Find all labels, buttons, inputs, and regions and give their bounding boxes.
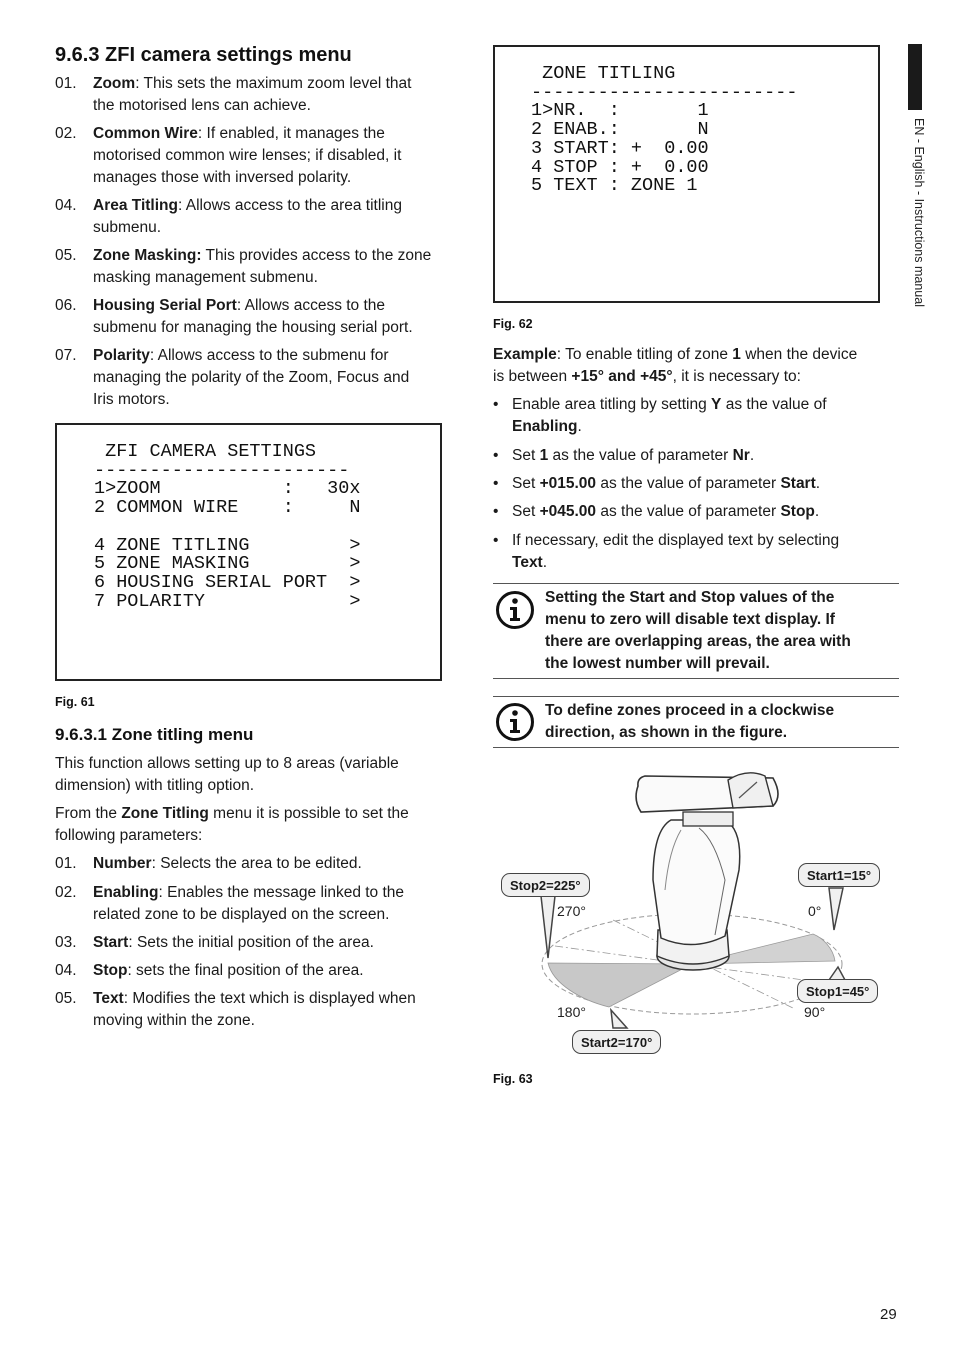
item-text: : If enabled, it manages the — [197, 125, 385, 142]
bullet-text: . — [814, 503, 820, 520]
bullet-bold: Nr — [732, 447, 750, 464]
paragraph-bold: Zone Titling — [121, 805, 209, 822]
paragraph — [55, 803, 465, 847]
item-term: Housing Serial Port — [93, 297, 237, 314]
item-text-line: Iris motors. — [93, 391, 170, 408]
bullet-dot: • — [493, 503, 499, 520]
paragraph-text: : To enable titling of zone — [556, 346, 733, 363]
bullet-bold: +045.00 — [539, 503, 597, 520]
osd-row: 1>NR. : 1 — [531, 100, 709, 122]
item-text: : Allows access to the — [236, 297, 386, 314]
bullet-text: . — [577, 418, 582, 435]
paragraph-text: when the device — [740, 346, 858, 363]
item-term: Enabling — [93, 884, 159, 901]
paragraph — [55, 753, 465, 797]
osd-rule: ------------------------ — [531, 81, 798, 103]
bullet-text: Set — [512, 475, 540, 492]
label-0: 0° — [808, 903, 822, 919]
note-line: there are overlapping areas, the area with — [545, 633, 851, 650]
item-number: 07. — [55, 347, 77, 364]
osd-row — [94, 518, 360, 537]
example-paragraph — [493, 344, 903, 388]
paragraph-bold: +15° and +45° — [571, 368, 673, 385]
paragraph-line: This function allows setting up to 8 areas (variable — [55, 755, 399, 772]
osd-camera-settings-screen — [55, 423, 442, 681]
item-term: Start — [93, 934, 129, 951]
osd-rule: ----------------------- — [94, 459, 350, 481]
bullet-dot: • — [493, 532, 499, 549]
bullet-text: If necessary, edit the displayed text by selecting — [512, 532, 840, 549]
page-number: 29 — [880, 1306, 897, 1323]
bullet-bold: Text — [512, 554, 543, 571]
section-heading: 9.6.3 ZFI camera settings menu — [55, 44, 352, 66]
paragraph-text: From the — [55, 805, 122, 822]
figure-caption: Fig. 61 — [55, 695, 95, 709]
start1-callout: Start1=15° — [798, 863, 880, 887]
osd-zone-titling-screen — [493, 45, 880, 303]
item-term: Common Wire — [93, 125, 198, 142]
subsection-heading: 9.6.3.1 Zone titling menu — [55, 725, 254, 744]
note-line: To define zones proceed in a clockwise — [545, 702, 835, 719]
item-term: Number — [93, 855, 152, 872]
item-term: Area Titling — [93, 197, 178, 214]
osd-row: 5 TEXT : ZONE 1 — [531, 175, 698, 197]
item-text-line: related zone to be displayed on the screen. — [93, 906, 390, 923]
item-term: Polarity — [93, 347, 150, 364]
item-text-line: managing the polarity of the Zoom, Focus and — [93, 369, 410, 386]
paragraph-text: , it is necessary to: — [672, 368, 801, 385]
item-text: : Enables the message linked to the — [158, 884, 405, 901]
item-text: : This sets the maximum zoom level that — [135, 75, 412, 92]
item-text-line: motorised common wire lenses; if disabled, it — [93, 147, 402, 164]
figure-caption: Fig. 63 — [493, 1072, 533, 1086]
item-text: This provides access to the zone — [201, 247, 432, 264]
label-90: 90° — [804, 1004, 826, 1020]
item-term: Zone Masking: — [93, 247, 202, 264]
zone-diagram — [493, 760, 903, 1060]
bullet-text: as the value of — [721, 396, 827, 413]
bullet-text: Set — [512, 503, 540, 520]
bullet-text: . — [542, 554, 548, 571]
info-note — [493, 583, 899, 679]
stop1-callout: Stop1=45° — [797, 979, 878, 1003]
info-icon — [495, 590, 535, 630]
osd-row: 3 START: + 0.00 — [531, 137, 709, 159]
bullet-text: . — [815, 475, 821, 492]
item-text: : Selects the area to be edited. — [151, 855, 362, 872]
item-text-line: submenu for managing the housing serial port. — [93, 319, 413, 336]
item-text: : Modifies the text which is displayed when — [123, 990, 416, 1007]
paragraph-line: following parameters: — [55, 827, 203, 844]
osd-row: 4 ZONE TITLING > — [94, 534, 361, 556]
item-number: 02. — [55, 125, 77, 142]
item-number: 04. — [55, 962, 77, 979]
example-label: Example — [493, 346, 557, 363]
item-number: 04. — [55, 197, 77, 214]
item-term: Stop — [93, 962, 128, 979]
osd-row: 1>ZOOM : 30x — [94, 478, 361, 500]
item-text: : sets the final position of the area. — [127, 962, 364, 979]
osd-row: 2 ENAB.: N — [531, 119, 709, 141]
note-line: menu to zero will disable text display. If — [545, 611, 835, 628]
bullet-text: . — [749, 447, 755, 464]
osd-row: 2 COMMON WIRE : N — [94, 497, 361, 519]
bullet-text: as the value of parameter — [596, 503, 781, 520]
bullet-dot: • — [493, 447, 499, 464]
item-term: Zoom — [93, 75, 136, 92]
bullet-bold: Enabling — [512, 418, 578, 435]
info-icon — [495, 702, 535, 742]
item-number: 01. — [55, 855, 77, 872]
zone-diagram-drawing — [493, 760, 903, 1060]
bullet-text: Set — [512, 447, 540, 464]
item-text-line: submenu. — [93, 219, 162, 236]
item-number: 05. — [55, 247, 77, 264]
item-number: 01. — [55, 75, 77, 92]
item-number: 05. — [55, 990, 77, 1007]
item-number: 02. — [55, 884, 77, 901]
item-text-line: manages those with inversed polarity. — [93, 169, 352, 186]
start2-callout: Start2=170° — [572, 1030, 661, 1054]
paragraph-text: menu it is possible to set the — [208, 805, 409, 822]
bullet-bold: Stop — [780, 503, 815, 520]
bullet-dot: • — [493, 396, 499, 413]
bullet-bold: 1 — [539, 447, 549, 464]
item-text: : Allows access to the submenu for — [149, 347, 389, 364]
osd-row: 5 ZONE MASKING > — [94, 553, 361, 575]
paragraph-text: is between — [493, 368, 572, 385]
figure-caption: Fig. 62 — [493, 317, 533, 331]
bullet-text: as the value of parameter — [548, 447, 733, 464]
osd-title: ZONE TITLING — [531, 63, 676, 84]
item-text-line: the motorised lens can achieve. — [93, 97, 311, 114]
paragraph-bold: 1 — [732, 346, 741, 363]
label-270: 270° — [557, 903, 586, 919]
side-label: EN - English - Instructions manual — [912, 118, 926, 307]
stop2-callout: Stop2=225° — [501, 873, 590, 897]
note-line: Setting the Start and Stop values of the — [545, 589, 835, 606]
bullet-dot: • — [493, 475, 499, 492]
item-text-line: moving within the zone. — [93, 1012, 255, 1029]
osd-title: ZFI CAMERA SETTINGS — [94, 441, 317, 462]
item-text: : Allows access to the area titling — [177, 197, 402, 214]
item-text-line: masking management submenu. — [93, 269, 318, 286]
bullet-text: as the value of parameter — [596, 475, 781, 492]
item-text: : Sets the initial position of the area. — [128, 934, 374, 951]
osd-row: 6 HOUSING SERIAL PORT > — [94, 571, 361, 593]
bullet-text: Enable area titling by setting — [512, 396, 712, 413]
paragraph-line: dimension) with titling option. — [55, 777, 255, 794]
note-line: the lowest number will prevail. — [545, 655, 770, 672]
note-line: direction, as shown in the figure. — [545, 724, 787, 741]
bullet-bold: Y — [711, 396, 722, 413]
bullet-bold: Start — [780, 475, 816, 492]
item-number: 06. — [55, 297, 77, 314]
bullet-bold: +015.00 — [539, 475, 597, 492]
item-term: Text — [93, 990, 124, 1007]
item-number: 03. — [55, 934, 77, 951]
osd-row: 7 POLARITY > — [94, 590, 361, 612]
osd-row: 4 STOP : + 0.00 — [531, 156, 709, 178]
info-note — [493, 696, 899, 748]
chapter-tab — [908, 44, 922, 110]
label-180: 180° — [557, 1004, 586, 1020]
